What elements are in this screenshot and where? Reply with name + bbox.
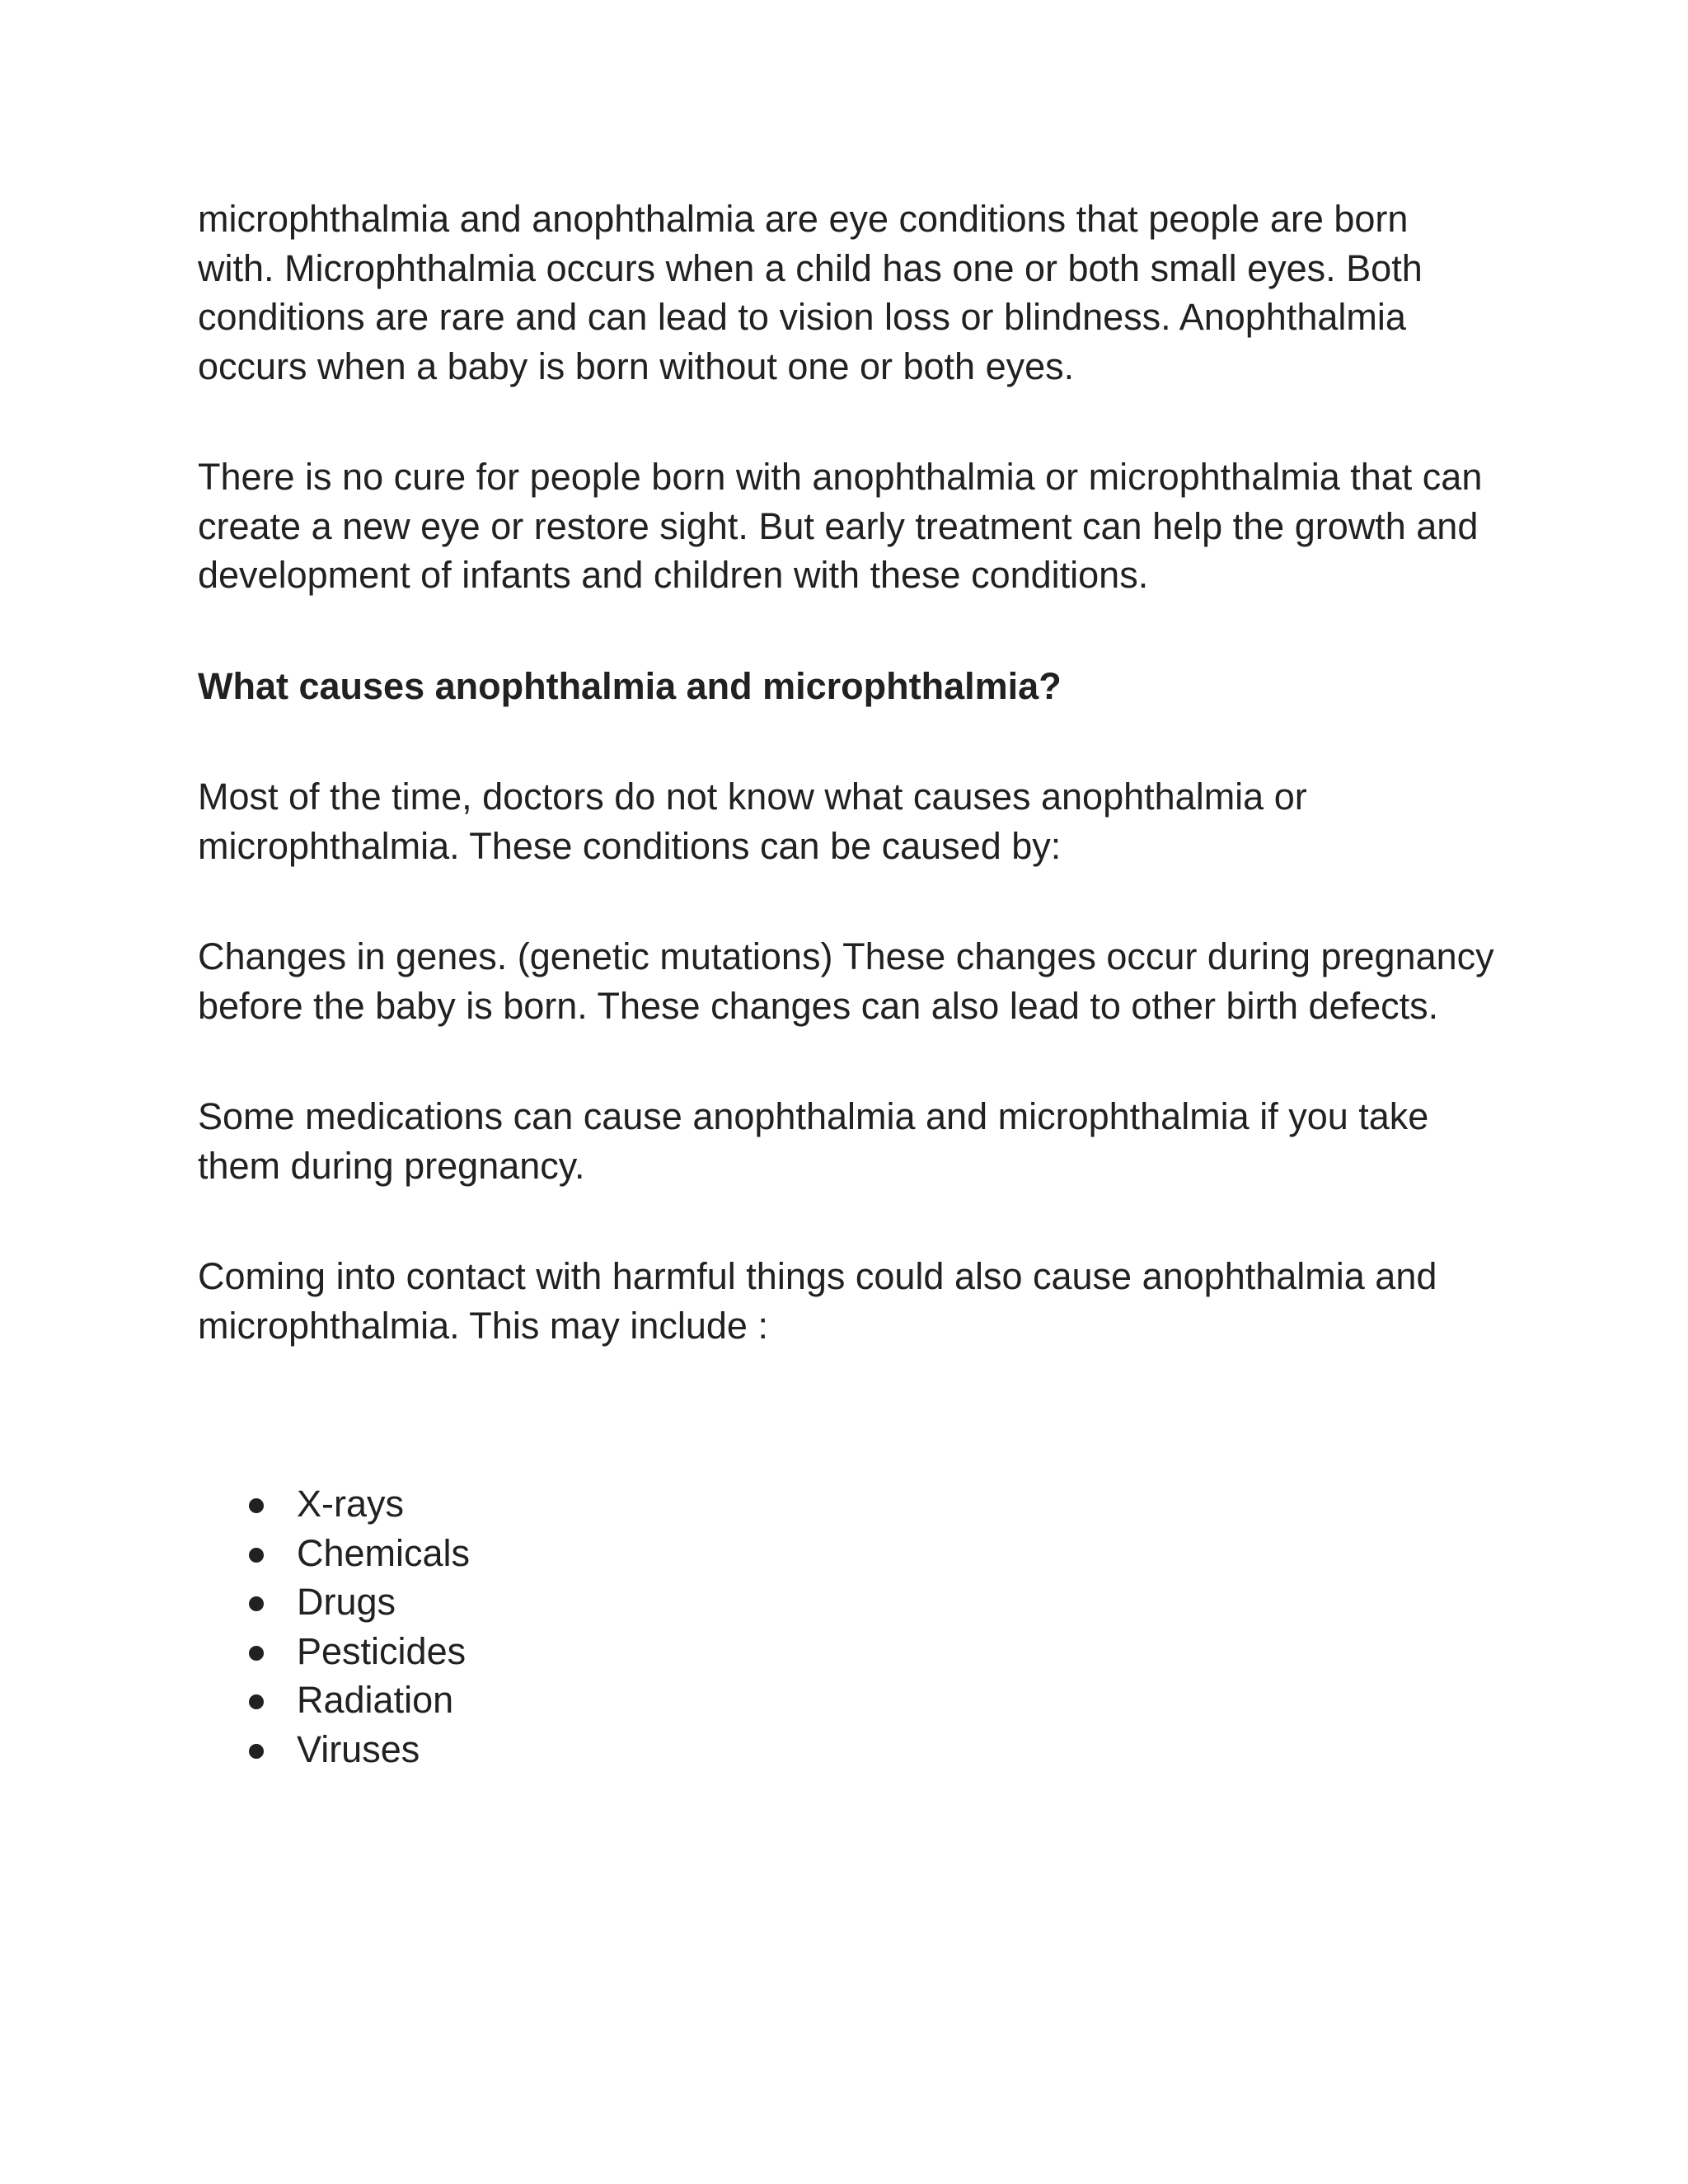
- document-body: [198, 194, 1500, 1774]
- list-item-label: X-rays: [297, 1483, 405, 1525]
- list-item-label: Radiation: [297, 1679, 454, 1721]
- medications-paragraph: Some medications can cause anophthalmia and microphthalmia if you take them during pregnancy.: [198, 1095, 1429, 1187]
- list-item: [198, 1627, 1500, 1676]
- list-item: [198, 1675, 1500, 1725]
- bullet-icon: [249, 1646, 264, 1661]
- bullet-icon: [249, 1498, 264, 1513]
- list-item: [198, 1725, 1500, 1774]
- bullet-icon: [249, 1694, 264, 1709]
- list-item: [198, 1529, 1500, 1578]
- bullet-icon: [249, 1596, 264, 1611]
- bullet-icon: [249, 1744, 264, 1759]
- list-item-label: Chemicals: [297, 1531, 471, 1574]
- harmful-things-list: [198, 1479, 1500, 1774]
- list-item: [198, 1479, 1500, 1529]
- treatment-paragraph: There is no cure for people born with anophthalmia or microphthalmia that can create a new eye or restore sight. But early treatment can help the growth and development of infants and children with these conditions.: [198, 456, 1483, 596]
- harmful-things-paragraph: Coming into contact with harmful things could also cause anophthalmia and microphthalmia. This may include :: [198, 1255, 1437, 1347]
- section-heading: What causes anophthalmia and microphthalmia?: [198, 664, 1062, 707]
- bullet-icon: [249, 1548, 264, 1563]
- list-item-label: Viruses: [297, 1727, 420, 1770]
- list-item-label: Pesticides: [297, 1629, 467, 1672]
- list-item: [198, 1577, 1500, 1627]
- list-item-label: Drugs: [297, 1581, 396, 1623]
- genes-paragraph: Changes in genes. (genetic mutations) These changes occur during pregnancy before the baby is born. These changes can also lead to other birth defects.: [198, 935, 1494, 1027]
- causes-intro-paragraph: Most of the time, doctors do not know what causes anophthalmia or microphthalmia. These conditions can be caused by:: [198, 776, 1307, 867]
- intro-paragraph: microphthalmia and anophthalmia are eye conditions that people are born with. Microphthalmia occurs when a child has one or both small eyes. Both conditions are rare and can lead to vision loss or blindness. Anophthalmia occurs when a baby is born without one or both eyes.: [198, 198, 1423, 387]
